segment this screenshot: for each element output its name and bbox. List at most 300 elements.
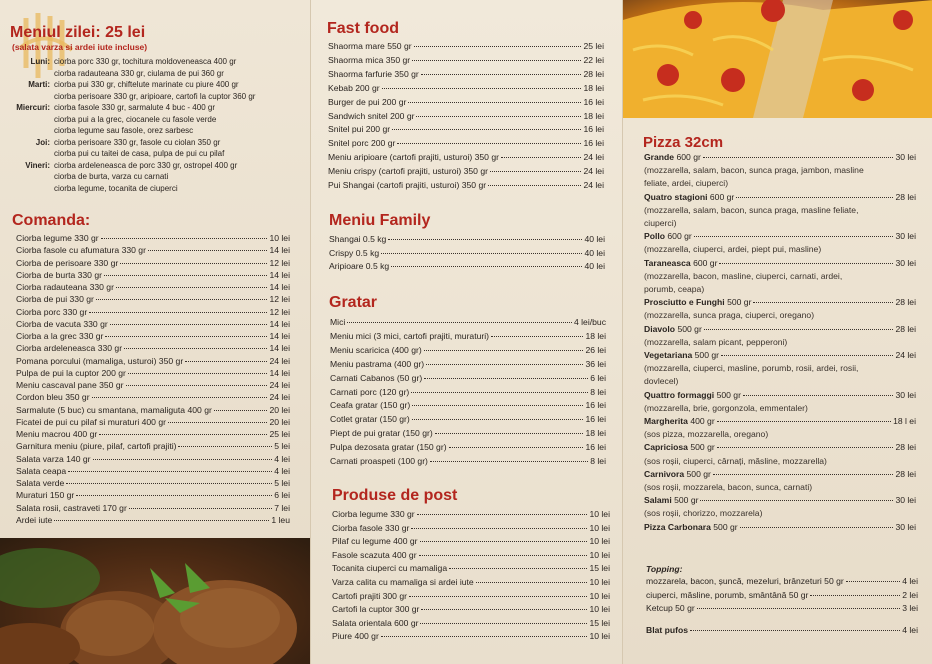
day-dish-line: ciorba pui 330 gr, chiftelute marinate cu piure 400 gr (54, 80, 239, 89)
day-dish-line: ciorba perisoare 330 gr, aripioare, cartofi la cuptor 360 gr (54, 91, 256, 101)
dot-leader (76, 495, 272, 496)
dot-leader (409, 596, 587, 597)
pizza-row (644, 389, 916, 402)
menu-item-row (330, 316, 606, 330)
day-label: Luni: (30, 57, 50, 66)
item-price: 2 lei (902, 589, 918, 600)
dot-leader (736, 197, 893, 198)
pizza-name: Prosciutto e Funghi (644, 297, 725, 308)
dot-leader (411, 392, 588, 393)
dot-leader (753, 302, 893, 303)
dot-leader (697, 608, 901, 609)
item-name: Sandwich snitel 200 gr (328, 110, 415, 121)
menu-item-row (16, 306, 290, 318)
dot-leader (846, 581, 900, 582)
item-price: 10 lei (589, 536, 610, 547)
item-price: 14 lei (269, 245, 290, 256)
item-name: Pulpa de pui la cuptor 200 gr (16, 367, 126, 378)
dot-leader (381, 636, 588, 637)
item-name: Garnitura meniu (piure, pilaf, cartofi prajiti) (16, 441, 177, 452)
item-price: 24 lei (583, 166, 604, 177)
dot-leader (694, 236, 894, 237)
page-right (622, 0, 932, 664)
item-price: 24 lei (269, 355, 290, 366)
dot-leader (101, 238, 268, 239)
item-price: 1 leu (271, 514, 290, 525)
dot-leader (704, 329, 894, 330)
item-name: Salata rosii, castraveti 170 gr (16, 502, 127, 513)
item-price: 14 lei (269, 367, 290, 378)
menu-item-row (328, 68, 604, 82)
menu-item-row (328, 54, 604, 68)
pizza-list (644, 151, 916, 534)
pizza-row (644, 494, 916, 507)
pizza-ingredients: ciuperci) (644, 218, 677, 229)
dot-leader (703, 157, 894, 158)
pizza-row (644, 191, 916, 204)
menu-item-row (16, 428, 290, 440)
pizza-price: 28 lei (895, 297, 916, 308)
pizza-image (623, 0, 932, 118)
pizza-price: 28 lei (895, 323, 916, 334)
item-price: 25 lei (583, 41, 604, 51)
menu-item-row (330, 413, 606, 427)
extra-name: Blat pufos (646, 625, 689, 635)
dot-leader (501, 157, 581, 158)
dot-leader (382, 88, 582, 89)
pizza-ingredients: feliate, ardei, ciuperci) (644, 178, 729, 189)
day-label: Joi: (35, 137, 50, 147)
pizza-name: Carnivora (644, 468, 685, 479)
menu-item-row (332, 590, 610, 604)
menu-item-row (16, 453, 290, 465)
pizza-weight: 500 gr (690, 442, 715, 453)
dot-leader (490, 171, 581, 172)
dot-leader (391, 266, 582, 267)
item-name: Shaorma farfurie 350 gr (328, 68, 419, 79)
menu-item-row (16, 477, 290, 489)
item-name: Shaorma mare 550 gr (328, 41, 412, 51)
item-price: 26 lei (585, 344, 606, 355)
menu-item-row (16, 330, 290, 342)
pizza-row (644, 296, 916, 309)
item-name: Ciorba fasole 330 gr (332, 522, 410, 533)
item-name: Pilaf cu legume 400 gr (332, 536, 418, 547)
fast-food-title: Fast food (327, 20, 399, 37)
item-price: 4 lei/buc (573, 317, 606, 327)
day-row (0, 56, 300, 68)
dot-leader (397, 143, 581, 144)
item-name: Ciorba ardeleneasca 330 gr (16, 343, 123, 354)
item-price: 24 lei (583, 152, 604, 163)
day-dish-line: ciorba ardeleneasca de porc 330 gr, ostropel 400 gr (54, 160, 238, 170)
comanda-list (16, 232, 290, 526)
menu-item-row (16, 391, 290, 403)
item-name: Ketcup 50 gr (646, 603, 695, 614)
item-price: 10 lei (589, 509, 610, 519)
pizza-ingredients: (mozzarella, brie, gorgonzola, emmentaler) (644, 402, 808, 413)
dot-leader (96, 299, 268, 300)
menu-item-row (332, 508, 610, 522)
dot-leader (124, 348, 267, 349)
pizza-price: 18 l ei (893, 416, 916, 427)
item-price: 3 lei (902, 603, 918, 614)
item-price: 18 lei (585, 428, 606, 439)
item-price: 24 lei (269, 392, 290, 403)
comanda-title: Comanda: (12, 212, 91, 229)
item-price: 6 lei (274, 490, 290, 501)
page-left (0, 0, 310, 664)
item-price: 40 lei (584, 247, 605, 258)
pizza-row (644, 441, 916, 454)
day-label: Marti: (28, 80, 50, 89)
item-price: 40 lei (584, 261, 605, 271)
item-price: 25 lei (269, 429, 290, 439)
day-row (0, 79, 300, 91)
item-price: 12 lei (269, 294, 290, 305)
post-title: Produse de post (332, 487, 458, 504)
item-name: Ceafa gratar (150 gr) (330, 400, 411, 411)
menu-item-row (16, 404, 290, 416)
pizza-ingredients: (sos roșii, chorizzo, mozzarela) (644, 508, 763, 519)
dot-leader (719, 263, 893, 264)
menu-item-row (330, 330, 606, 344)
item-name: ciuperci, măsline, porumb, smântână 50 gr (646, 589, 809, 600)
pizza-ingredients: (mozzarella, salam, bacon, sunca praga, jambon, masline (644, 165, 864, 176)
menu-item-row (330, 441, 606, 455)
menu-item-row (332, 522, 610, 536)
item-price: 5 lei (274, 478, 290, 488)
item-price: 12 lei (269, 306, 290, 317)
day-dish-line: ciorba porc 330 gr, tochitura moldoveneasca 400 gr (54, 57, 237, 66)
day-label (0, 171, 54, 183)
pizza-name: Grande (644, 152, 675, 162)
item-price: 18 lei (585, 330, 606, 341)
item-name: Salata varza 140 gr (16, 453, 91, 464)
menu-item-row (16, 514, 290, 526)
menu-item-row (16, 281, 290, 293)
pizza-row (644, 257, 916, 270)
dot-leader (690, 630, 900, 631)
extra-row (646, 624, 918, 637)
dot-leader (214, 410, 268, 411)
menu-item-row (332, 630, 610, 644)
day-label (0, 125, 54, 137)
item-name: Burger de pui 200 gr (328, 96, 407, 107)
item-price: 4 lei (274, 453, 290, 464)
pizza-name: Quatro stagioni (644, 191, 708, 202)
menu-item-row (16, 489, 290, 501)
pizza-weight: 500 gr (727, 297, 752, 308)
menu-item-row (328, 179, 604, 193)
dot-leader (419, 555, 588, 556)
day-row (0, 125, 300, 137)
pizza-price: 28 lei (895, 468, 916, 479)
pizza-price: 30 lei (895, 231, 916, 242)
pizza-weight: 600 gr (667, 231, 692, 242)
menu-item-row (329, 233, 605, 247)
pizza-row (644, 230, 916, 243)
menu-item-row (328, 165, 604, 179)
menu-item-row (332, 603, 610, 617)
item-name: Meniu crispy (cartofi prajiti, usturoi) 350 gr (328, 166, 488, 177)
pizza-name: Quattro formaggi (644, 389, 715, 400)
item-price: 18 lei (583, 82, 604, 93)
menu-item-row (330, 344, 606, 358)
day-dish-line: ciorba radauteana 330 gr, ciulama de pui 360 gr (54, 68, 224, 78)
item-name: Salata verde (16, 478, 65, 488)
pizza-ingredients: (mozzarella, bacon, masline, ciuperci, carnati, ardei, (644, 270, 843, 281)
day-row (0, 102, 300, 114)
item-name: Cordon bleu 350 gr (16, 392, 90, 403)
menu-item-row (328, 96, 604, 110)
dot-leader (54, 520, 269, 521)
item-price: 15 lei (589, 563, 610, 574)
item-price: 14 lei (269, 282, 290, 292)
item-name: Pomana porcului (mamaliga, usturoi) 350 gr (16, 355, 184, 366)
item-name: Snitel porc 200 gr (328, 138, 396, 149)
item-price: 18 lei (583, 110, 604, 121)
post-list (332, 508, 610, 644)
dot-leader (89, 312, 267, 313)
pizza-row (644, 349, 916, 362)
dot-leader (412, 60, 581, 61)
item-price: 8 lei (590, 386, 606, 397)
family-title: Meniu Family (329, 212, 431, 229)
day-dish-line: ciorba pui a la grec, ciocanele cu fasole verde (54, 114, 217, 124)
pizza-weight: 500 gr (674, 495, 699, 506)
item-name: Carnati proaspeti (100 gr) (330, 456, 428, 467)
pizza-ingredients: (mozzarella, salam, bacon, sunca praga, masline feliate, (644, 204, 859, 215)
item-price: 16 lei (585, 414, 606, 425)
dot-leader (435, 433, 584, 434)
dot-leader (424, 350, 584, 351)
menu-item-row (328, 123, 604, 137)
menu-item-row (16, 502, 290, 514)
item-name: Kebab 200 gr (328, 82, 380, 93)
pizza-price: 30 lei (895, 495, 916, 506)
item-name: Shangai 0.5 kg (329, 234, 387, 244)
item-name: Fasole scazuta 400 gr (332, 549, 417, 560)
pizza-name: Margherita (644, 416, 688, 427)
menu-item-row (332, 576, 610, 590)
dot-leader (700, 500, 893, 501)
pizza-name: Capriciosa (644, 442, 688, 453)
pizza-row (644, 415, 916, 428)
dot-leader (93, 459, 273, 460)
day-dish-line: ciorba fasole 330 gr, sarmalute 4 buc - 400 gr (54, 103, 215, 112)
dot-leader (717, 421, 891, 422)
item-price: 10 lei (589, 549, 610, 560)
item-name: Piept de pui gratar (150 gr) (330, 428, 433, 439)
day-label: Miercuri: (16, 103, 50, 112)
dot-leader (128, 373, 268, 374)
day-label (0, 114, 54, 126)
pizza-price: 28 lei (895, 442, 916, 453)
pizza-weight: 500 gr (686, 468, 711, 479)
item-name: Meniu mici (3 mici, cartofi prajiti, muraturi) (330, 330, 490, 341)
item-name: Ciorba de vacuta 330 gr (16, 318, 108, 329)
dot-leader (408, 102, 581, 103)
menu-item-row (16, 318, 290, 330)
pizza-row (644, 323, 916, 336)
item-price: 8 lei (590, 456, 606, 467)
pizza-weight: 600 gr (676, 152, 701, 162)
day-label (0, 148, 54, 160)
dot-leader (148, 250, 268, 251)
dot-leader (491, 336, 583, 337)
dot-leader (104, 275, 267, 276)
item-price: 16 lei (583, 138, 604, 149)
pizza-title: Pizza 32cm (643, 134, 724, 151)
pizza-ingredients: (mozzarella, ciuperci, masline, porumb, rosii, ardei, rosii, (644, 363, 859, 374)
day-row (0, 68, 300, 80)
item-name: Ciorba fasole cu afumatura 330 gr (16, 245, 146, 256)
item-price: 36 lei (585, 358, 606, 369)
item-name: Ciorba de burta 330 gr (16, 269, 102, 280)
dot-leader (449, 447, 584, 448)
item-name: Salata orientala 600 gr (332, 617, 419, 628)
item-price: 4 lei (902, 576, 918, 586)
menu-item-row (330, 399, 606, 413)
pizza-ingredients: (sos roșii, mozzarela, bacon, sunca, carnati) (644, 482, 813, 493)
extra-price: 4 lei (902, 625, 918, 635)
menu-item-row (330, 386, 606, 400)
item-name: Varza calita cu mamaliga si ardei iute (332, 576, 474, 587)
menu-item-row (332, 617, 610, 631)
pizza-weight: 600 gr (709, 191, 735, 202)
pizza-weight: 400 gr (690, 416, 715, 427)
menu-item-row (329, 247, 605, 261)
menu-item-row (330, 455, 606, 469)
item-price: 5 lei (274, 441, 290, 452)
item-name: Meniu scaricica (400 gr) (330, 344, 422, 355)
day-dish-line: ciorba perisoare 330 gr, fasole cu ciolan 350 gr (54, 137, 221, 147)
item-name: Ciorba legume 330 gr (16, 233, 99, 243)
item-price: 16 lei (583, 124, 604, 135)
menu-item-row (16, 244, 290, 256)
dot-leader (68, 471, 272, 472)
menu-item-row (328, 151, 604, 165)
dot-leader (388, 239, 582, 240)
item-name: Pui Shangai (cartofi prajiti, usturoi) 350 gr (328, 180, 487, 191)
item-price: 12 lei (269, 257, 290, 268)
topping-title: Topping: (646, 564, 683, 574)
dot-leader (417, 514, 588, 515)
dot-leader (168, 422, 267, 423)
dot-leader (424, 378, 588, 379)
weekly-schedule (0, 56, 300, 194)
dot-leader (713, 474, 894, 475)
gratar-list (330, 316, 606, 469)
pizza-weight: 500 gr (716, 389, 741, 400)
pizza-ingredients: (sos pizza, mozzarella, oregano) (644, 429, 769, 440)
dot-leader (126, 385, 268, 386)
item-name: Ciorba de pui 330 gr (16, 294, 94, 305)
dot-leader (743, 395, 894, 396)
pizza-name: Pollo (644, 231, 666, 242)
day-dish-line: ciorba de burta, varza cu carnati (54, 172, 169, 181)
dot-leader (347, 322, 572, 323)
pizza-row (644, 151, 916, 164)
item-name: Carnati porc (120 gr) (330, 386, 410, 397)
menu-item-row (646, 589, 918, 603)
dot-leader (412, 405, 583, 406)
item-name: Cotlet gratar (150 gr) (330, 414, 410, 425)
item-name: Meniu cascaval pane 350 gr (16, 380, 124, 390)
day-dish-line: ciorba pui cu taitei de casa, pulpa de pui cu pilaf (54, 149, 225, 158)
item-name: Ciorba radauteana 330 gr (16, 282, 114, 292)
day-row (0, 114, 300, 126)
pizza-ingredients: (sos roșii, ciuperci, cârnați, măsline, mozzarella) (644, 455, 827, 466)
pizza-weight: 500 gr (713, 521, 738, 532)
menu-item-row (328, 110, 604, 124)
pizza-photo (623, 0, 932, 118)
item-price: 24 lei (269, 380, 290, 390)
extra-list (646, 624, 918, 637)
item-name: mozzarela, bacon, șuncă, mezeluri, brânzeturi 50 gr (646, 576, 844, 586)
item-price: 22 lei (583, 54, 604, 65)
food-photo (0, 538, 310, 664)
pizza-name: Pizza Carbonara (644, 521, 711, 532)
pizza-ingredients: porumb, ceapa) (644, 284, 705, 295)
item-price: 4 lei (274, 465, 290, 476)
dot-leader (411, 528, 587, 529)
item-price: 10 lei (589, 590, 610, 601)
dot-leader (740, 527, 894, 528)
family-list (329, 233, 605, 274)
item-price: 10 lei (269, 233, 290, 243)
dot-leader (426, 364, 583, 365)
pizza-price: 24 lei (895, 350, 916, 361)
dot-leader (476, 582, 588, 583)
menu-item-row (16, 257, 290, 269)
menu-item-row (330, 372, 606, 386)
dot-leader (449, 568, 587, 569)
menu-item-row (330, 358, 606, 372)
item-name: Cartofi prajiti 300 gr (332, 590, 407, 601)
topping-list (646, 575, 918, 616)
item-name: Ficatei de pui cu pilaf si muraturi 400 gr (16, 416, 166, 427)
item-name: Piure 400 gr (332, 631, 379, 642)
item-price: 10 lei (589, 631, 610, 642)
menu-item-row (16, 379, 290, 391)
item-price: 24 lei (583, 180, 604, 191)
pizza-weight: 500 gr (694, 350, 720, 361)
item-name: Carnati Cabanos (50 gr) (330, 372, 423, 383)
day-label (0, 183, 54, 195)
dot-leader (421, 74, 582, 75)
dot-leader (721, 355, 893, 356)
item-price: 16 lei (585, 442, 606, 453)
item-name: Meniu pastrama (400 gr) (330, 358, 425, 369)
menu-item-row (16, 367, 290, 379)
page-middle (310, 0, 622, 664)
item-name: Snitel pui 200 gr (328, 124, 391, 135)
menu-item-row (332, 535, 610, 549)
menu-item-row (16, 269, 290, 281)
dot-leader (430, 461, 588, 462)
pizza-ingredients: (mozzarella, ciuperci, ardei, piept pui, masline) (644, 244, 822, 255)
item-name: Ardei iute (16, 514, 53, 525)
menu-item-row (16, 342, 290, 354)
item-name: Pulpa dezosata gratar (150 gr) (330, 442, 447, 453)
menu-item-row (16, 440, 290, 452)
item-name: Tocanita ciuperci cu mamaliga (332, 563, 448, 574)
item-name: Ciorba a la grec 330 gr (16, 331, 104, 341)
item-name: Meniu macrou 400 gr (16, 429, 98, 439)
day-row (0, 183, 300, 195)
